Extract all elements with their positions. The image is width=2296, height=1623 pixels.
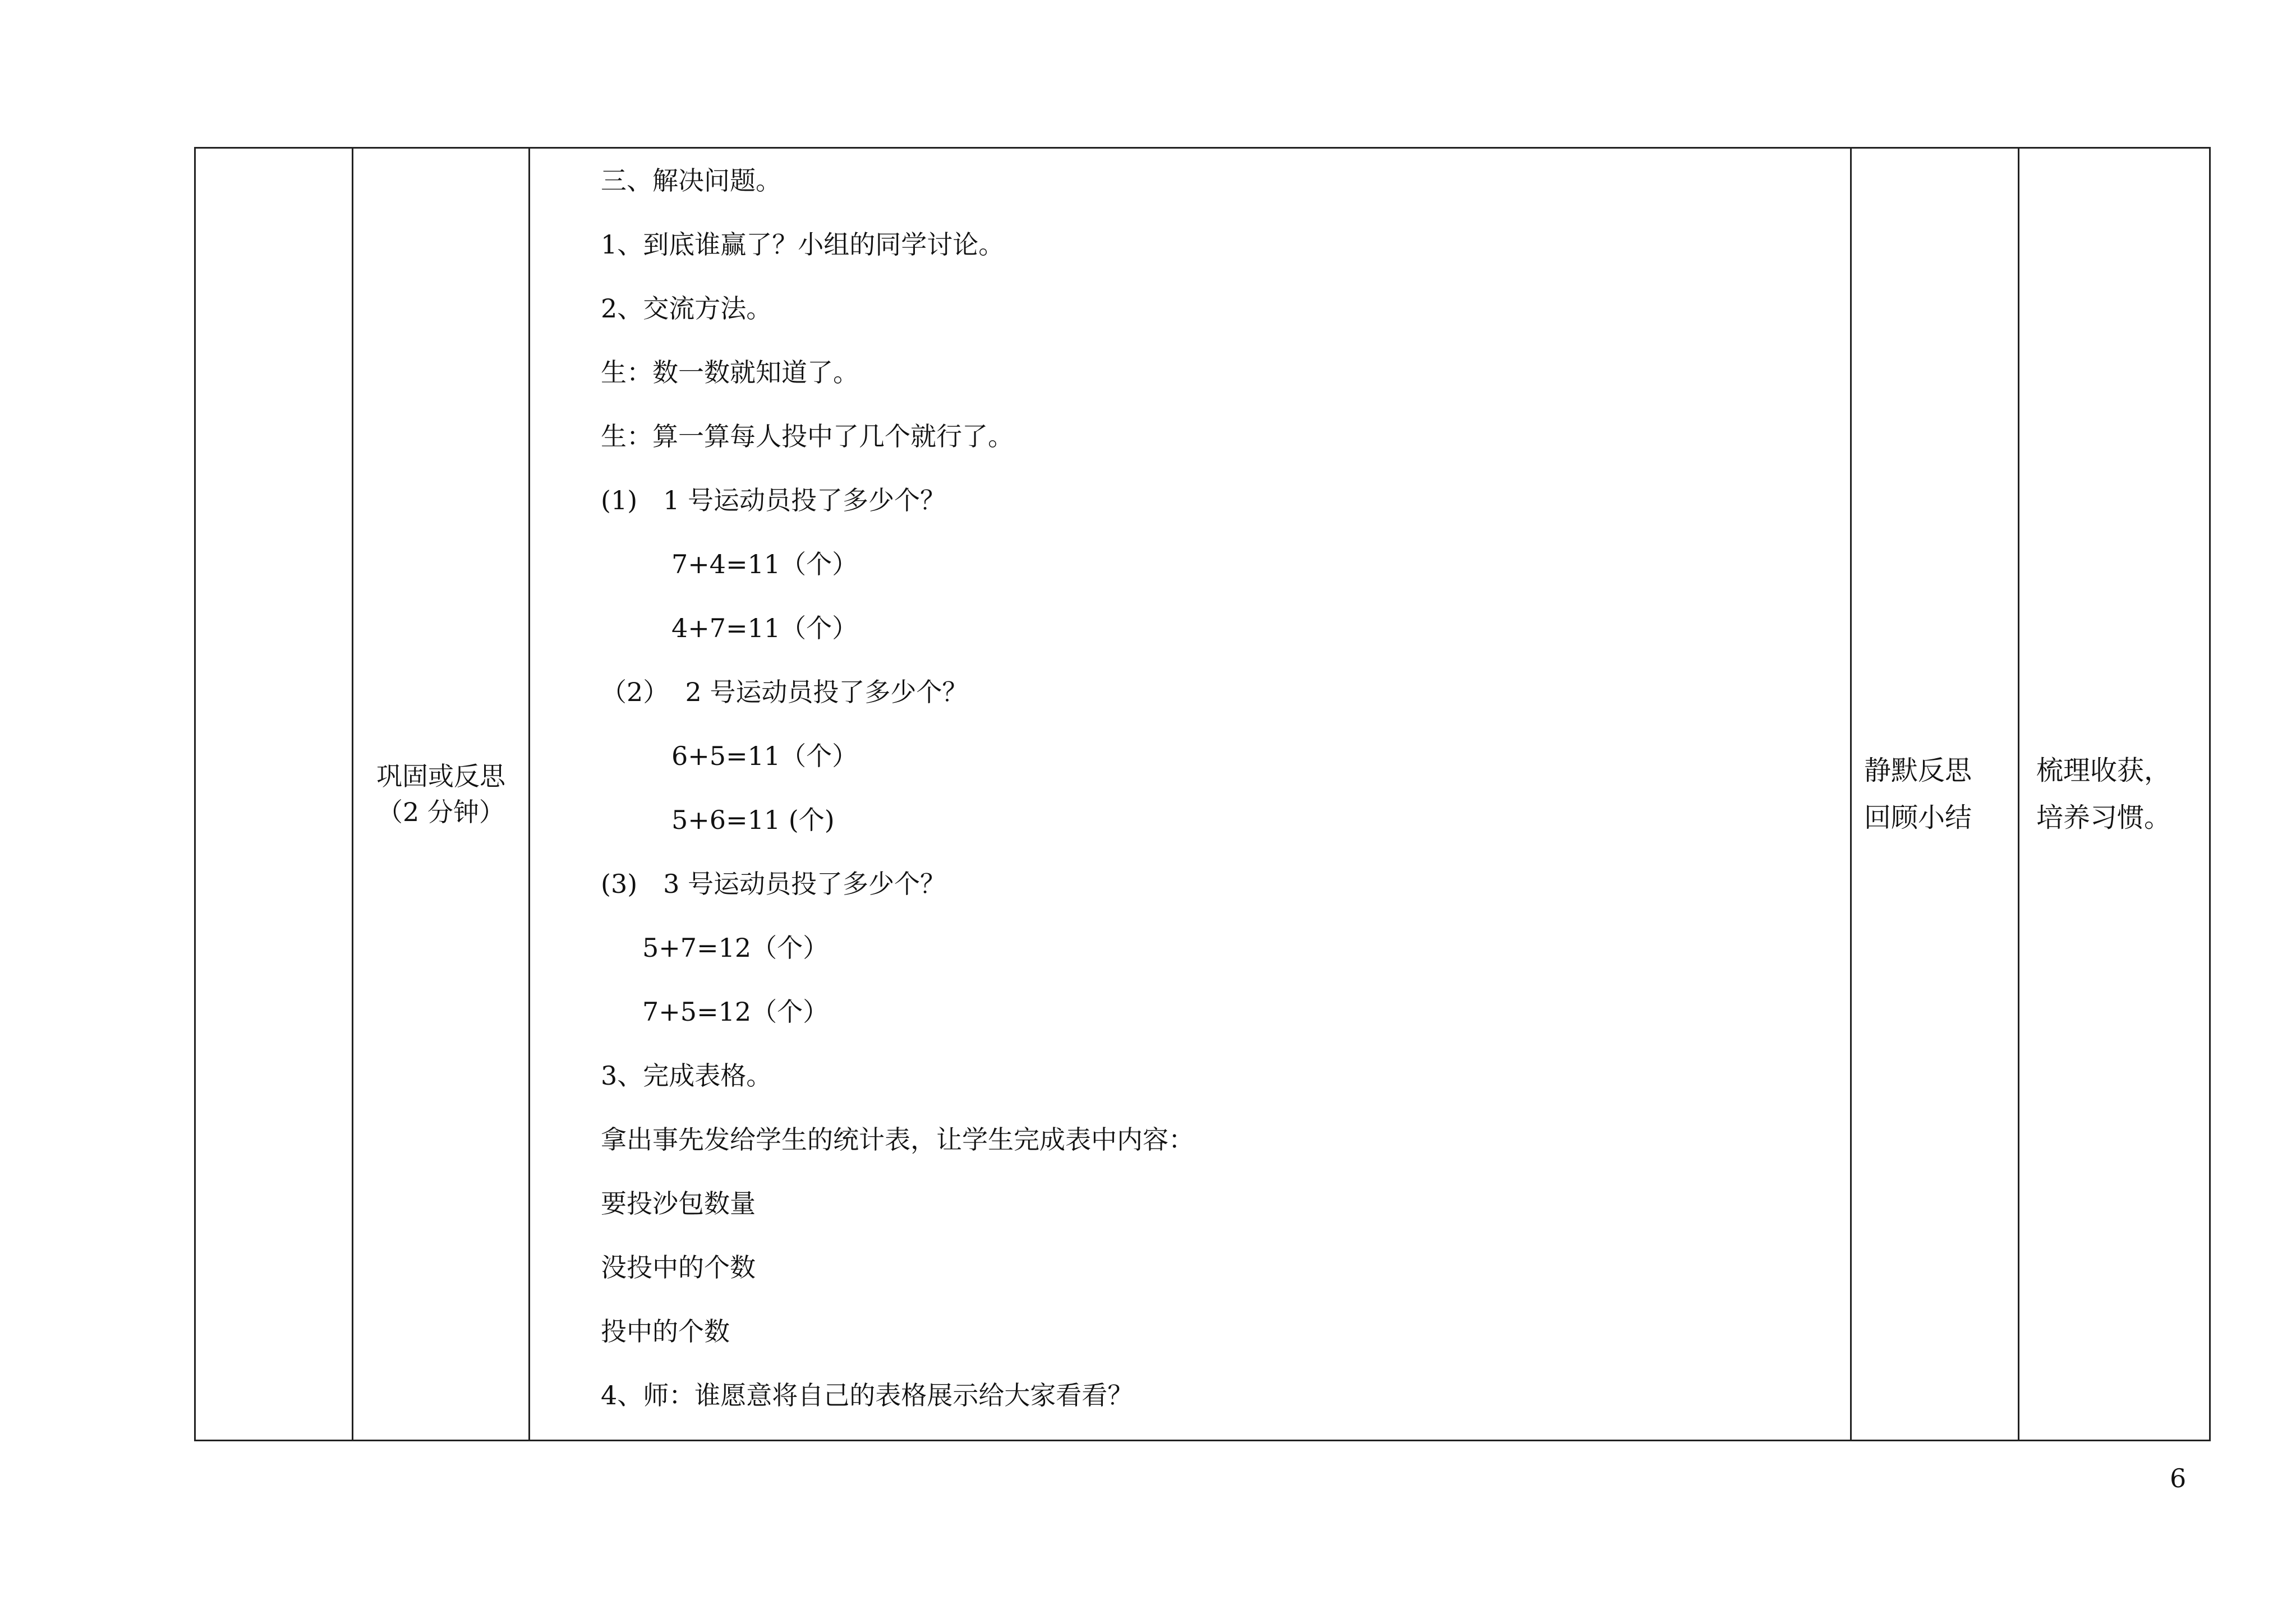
teacher-activity-cell xyxy=(1851,148,2019,1441)
content-line: 7+4=11（个） xyxy=(671,549,858,579)
teacher-activity-line: 回顾小结 xyxy=(1864,802,1972,833)
design-purpose-cell xyxy=(2019,148,2210,1441)
design-purpose-line: 培养习惯。 xyxy=(2036,802,2171,833)
content-line: 生：算一算每人投中了几个就行了。 xyxy=(601,421,1014,451)
table-row xyxy=(195,148,2210,1441)
content-line: 生：数一数就知道了。 xyxy=(601,357,859,388)
content-line: 要投沙包数量 xyxy=(601,1188,756,1219)
design-purpose-line: 梳理收获， xyxy=(2036,755,2171,786)
content-line: 5+7=12（个） xyxy=(642,933,829,963)
empty-cell xyxy=(195,148,353,1441)
content-lines xyxy=(530,149,1850,1440)
teacher-activity-line: 静默反思 xyxy=(1864,755,1972,786)
content-line: (1) 1 号运动员投了多少个？ xyxy=(601,485,946,515)
stage-cell xyxy=(353,148,530,1441)
content-line: 5+6=11 (个) xyxy=(671,805,835,835)
content-line: （2） 2 号运动员投了多少个？ xyxy=(601,677,968,707)
content-line: 4+7=11（个） xyxy=(671,613,858,643)
content-line: 投中的个数 xyxy=(601,1316,730,1347)
content-line: 4、师：谁愿意将自己的表格展示给大家看看？ xyxy=(601,1380,1134,1410)
content-cell xyxy=(530,148,1851,1441)
page-number: 6 xyxy=(2170,1463,2187,1493)
stage-duration: （2 分钟） xyxy=(377,797,505,827)
content-line: 没投中的个数 xyxy=(601,1252,756,1283)
content-line: 2、交流方法。 xyxy=(601,293,772,324)
content-line: 1、到底谁赢了？小组的同学讨论。 xyxy=(601,229,1005,260)
content-line: 三、解决问题。 xyxy=(601,165,781,196)
lesson-plan-table xyxy=(194,147,2211,1441)
content-line: 3、完成表格。 xyxy=(601,1061,772,1091)
stage-name: 巩固或反思 xyxy=(376,761,505,791)
content-line: 6+5=11（个） xyxy=(671,741,858,771)
content-line: 7+5=12（个） xyxy=(642,997,829,1027)
content-line: 拿出事先发给学生的统计表，让学生完成表中内容： xyxy=(601,1124,1194,1155)
content-line: (3) 3 号运动员投了多少个？ xyxy=(601,869,946,899)
